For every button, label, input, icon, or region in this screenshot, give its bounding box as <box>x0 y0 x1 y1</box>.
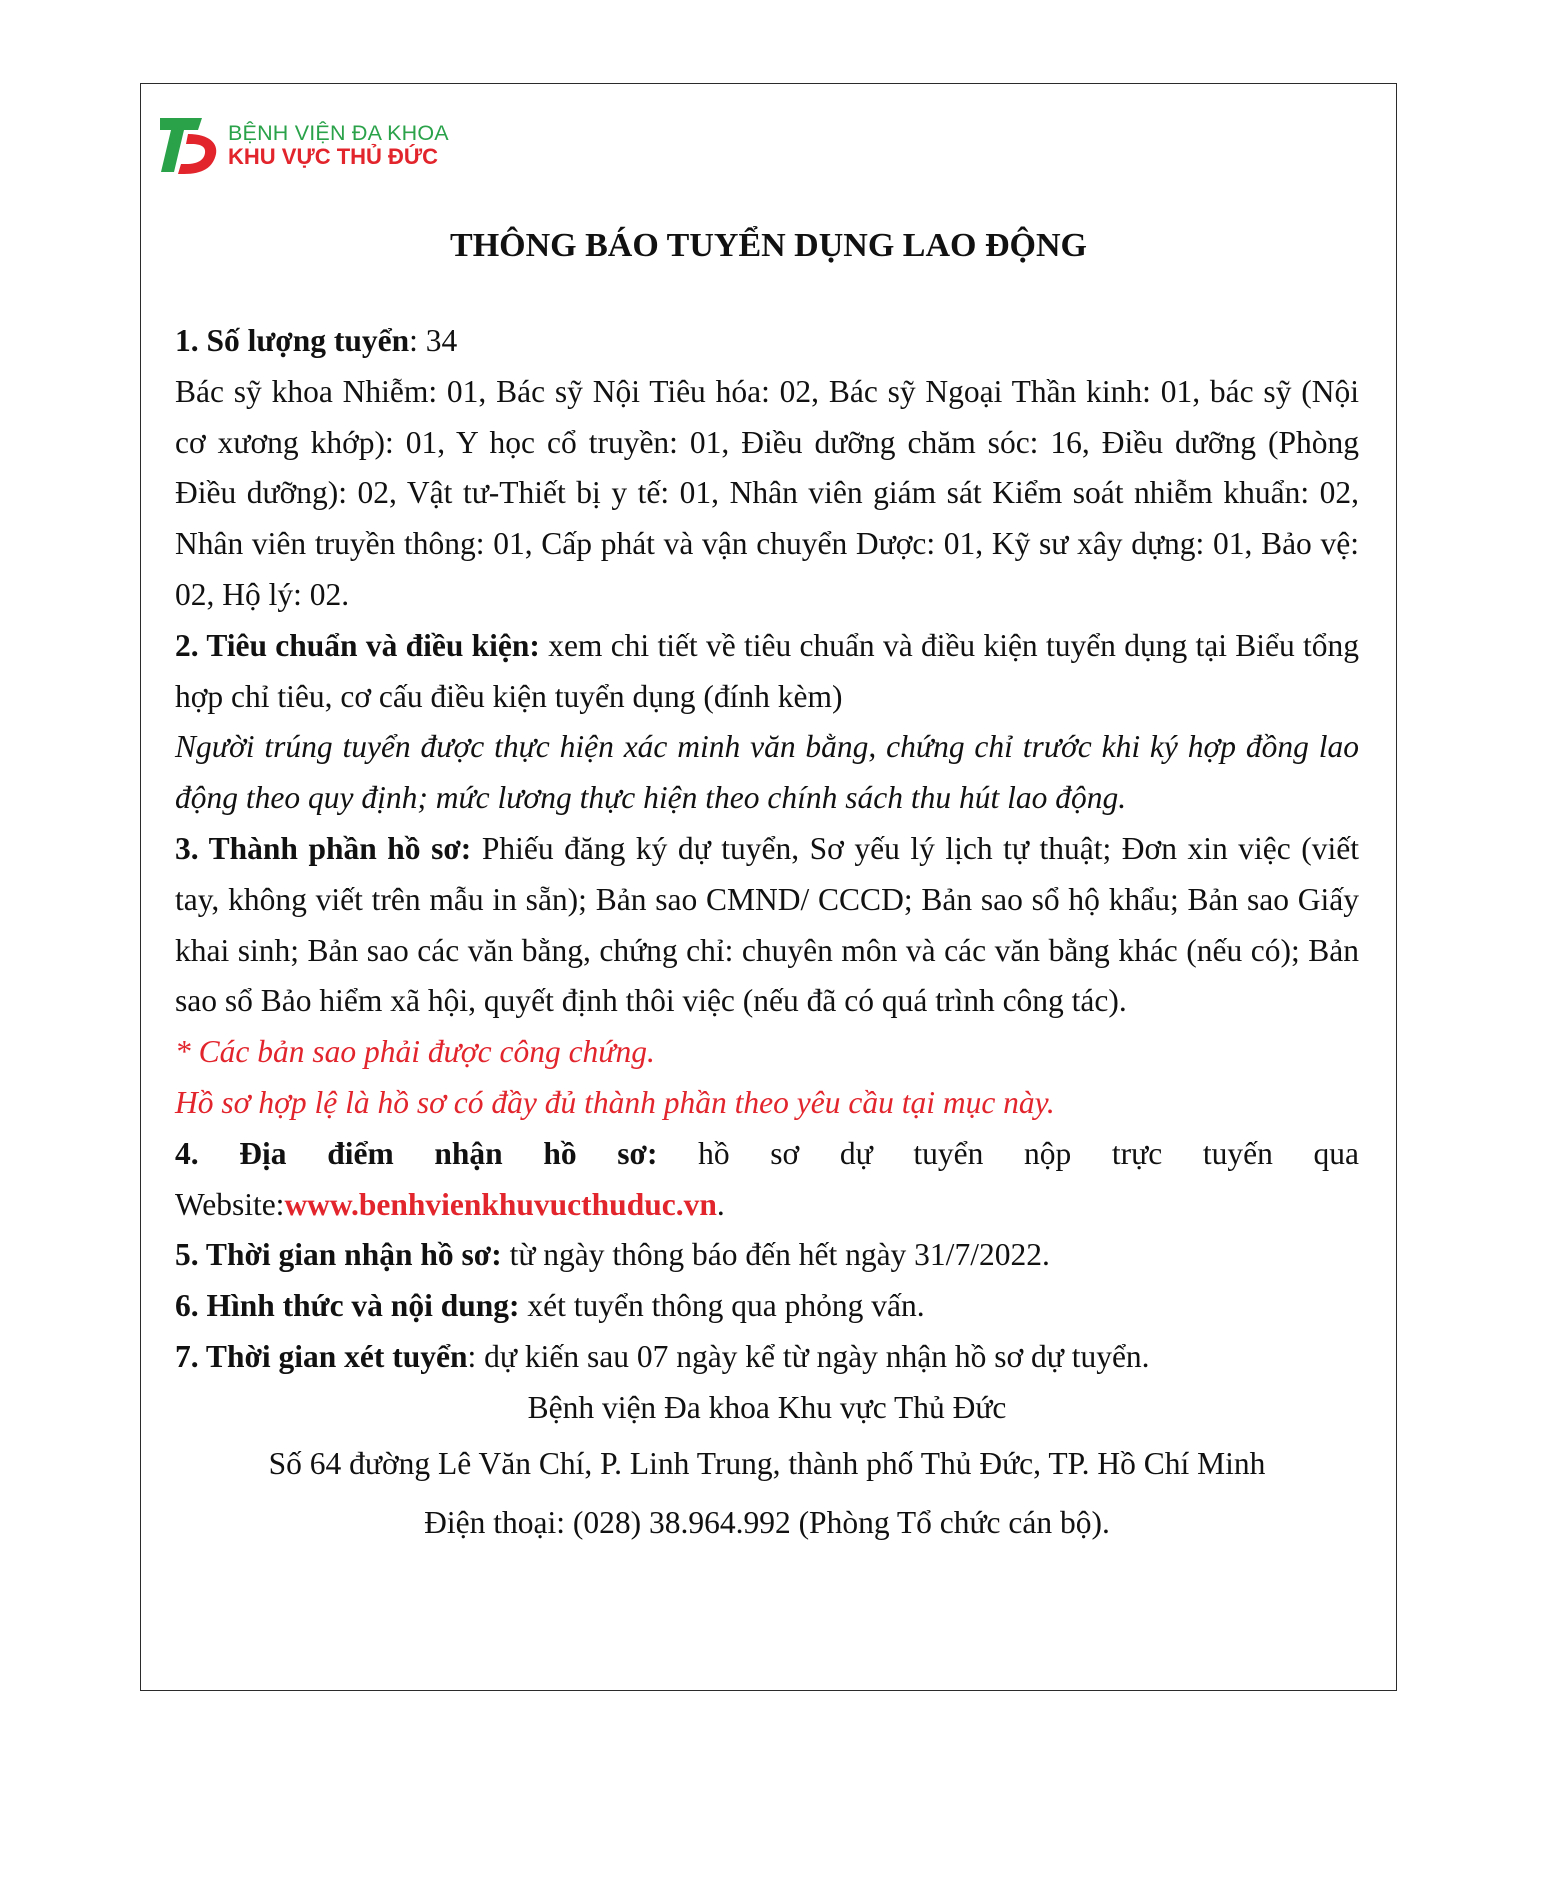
notice-frame <box>140 83 1397 1691</box>
section-1-label: 1. Số lượng tuyển <box>175 323 410 358</box>
section-3-note-2: Hồ sơ hợp lệ là hồ sơ có đầy đủ thành phần theo yêu cầu tại mục này. <box>175 1084 1055 1120</box>
section-4-end: . <box>716 1186 725 1222</box>
section-6-label: 6. Hình thức và nội dung: <box>175 1288 520 1324</box>
hospital-logo-icon <box>158 114 220 176</box>
notice-title: THÔNG BÁO TUYỂN DỤNG LAO ĐỘNG <box>450 227 1087 264</box>
section-1-heading <box>175 316 1359 367</box>
section-2 <box>175 621 1359 723</box>
logo-line-1: BỆNH VIỆN ĐA KHOA <box>228 120 449 145</box>
hospital-logo-text <box>228 121 449 170</box>
section-3-text: Phiếu đăng ký dự tuyển, Sơ yếu lý lịch tự thuật; Đơn xin việc (viết tay, không viết trên mẫu in sẵn); Bản sao CMND/ CCCD; Bản sao sổ hộ khẩu; Bản sao Giấy khai sinh; Bản sao các văn bằng, chứng chỉ: chuyên môn và các văn bằng khác (nếu có); Bản sao sổ Bảo hiểm xã hội, quyết định thôi việc (nếu đã có quá trình công tác). <box>175 830 1360 1019</box>
section-6-text: xét tuyển thông qua phỏng vấn. <box>519 1288 925 1324</box>
hospital-logo <box>158 114 449 176</box>
section-3-label: 3. Thành phần hồ sơ: <box>175 830 472 866</box>
section-1-value: : 34 <box>409 323 458 358</box>
section-5-label: 5. Thời gian nhận hồ sơ: <box>175 1237 502 1273</box>
website-link[interactable]: www.benhvienkhuvucthuduc.vn <box>284 1186 717 1222</box>
section-2-label: 2. Tiêu chuẩn và điều kiện: <box>175 627 540 663</box>
footer-hospital-name: Bệnh viện Đa khoa Khu vực Thủ Đức <box>527 1389 1007 1425</box>
footer-phone: Điện thoại: (028) 38.964.992 (Phòng Tổ chức cán bộ). <box>424 1504 1110 1540</box>
notice-body <box>175 316 1359 1552</box>
section-4-label: 4. Địa điểm nhận hồ sơ: <box>175 1135 658 1171</box>
section-2-note: Người trúng tuyển được thực hiện xác minh văn bằng, chứng chỉ trước khi ký hợp đồng lao động theo quy định; mức lương thực hiện theo chính sách thu hút lao động. <box>175 729 1359 816</box>
section-6 <box>175 1281 1359 1332</box>
section-5-text: từ ngày thông báo đến hết ngày 31/7/2022. <box>501 1237 1050 1273</box>
section-4-text: hồ sơ dự tuyển nộp trực tuyến qua Website: <box>175 1135 1359 1222</box>
logo-line-2: KHU VỰC THỦ ĐỨC <box>228 143 439 169</box>
section-7 <box>175 1332 1359 1383</box>
section-3 <box>175 824 1359 1027</box>
footer-address: Số 64 đường Lê Văn Chí, P. Linh Trung, thành phố Thủ Đức, TP. Hồ Chí Minh <box>268 1445 1266 1481</box>
section-7-label: 7. Thời gian xét tuyển <box>175 1338 468 1374</box>
section-4 <box>175 1129 1359 1231</box>
section-3-note-1: * Các bản sao phải được công chứng. <box>175 1034 655 1070</box>
section-7-text: : dự kiến sau 07 ngày kể từ ngày nhận hồ sơ dự tuyển. <box>467 1338 1150 1374</box>
section-5 <box>175 1230 1359 1281</box>
section-1-detail: Bác sỹ khoa Nhiễm: 01, Bác sỹ Nội Tiêu hóa: 02, Bác sỹ Ngoại Thần kinh: 01, bác sỹ (Nội cơ xương khớp): 01, Y học cổ truyền: 01, Điều dưỡng chăm sóc: 16, Điều dưỡng (Phòng Điều dưỡng): 02, Vật tư-Thiết bị y tế: 01, Nhân viên giám sát Kiểm soát nhiễm khuẩn: 02, Nhân viên truyền thông: 01, Cấp phát và vận chuyển Dược: 01, Kỹ sư xây dựng: 01, Bảo vệ: 02, Hộ lý: 02. <box>175 373 1359 612</box>
section-2-text: xem chi tiết về tiêu chuẩn và điều kiện tuyển dụng tại Biểu tổng hợp chỉ tiêu, cơ cấu điều kiện tuyển dụng (đính kèm) <box>175 627 1359 714</box>
